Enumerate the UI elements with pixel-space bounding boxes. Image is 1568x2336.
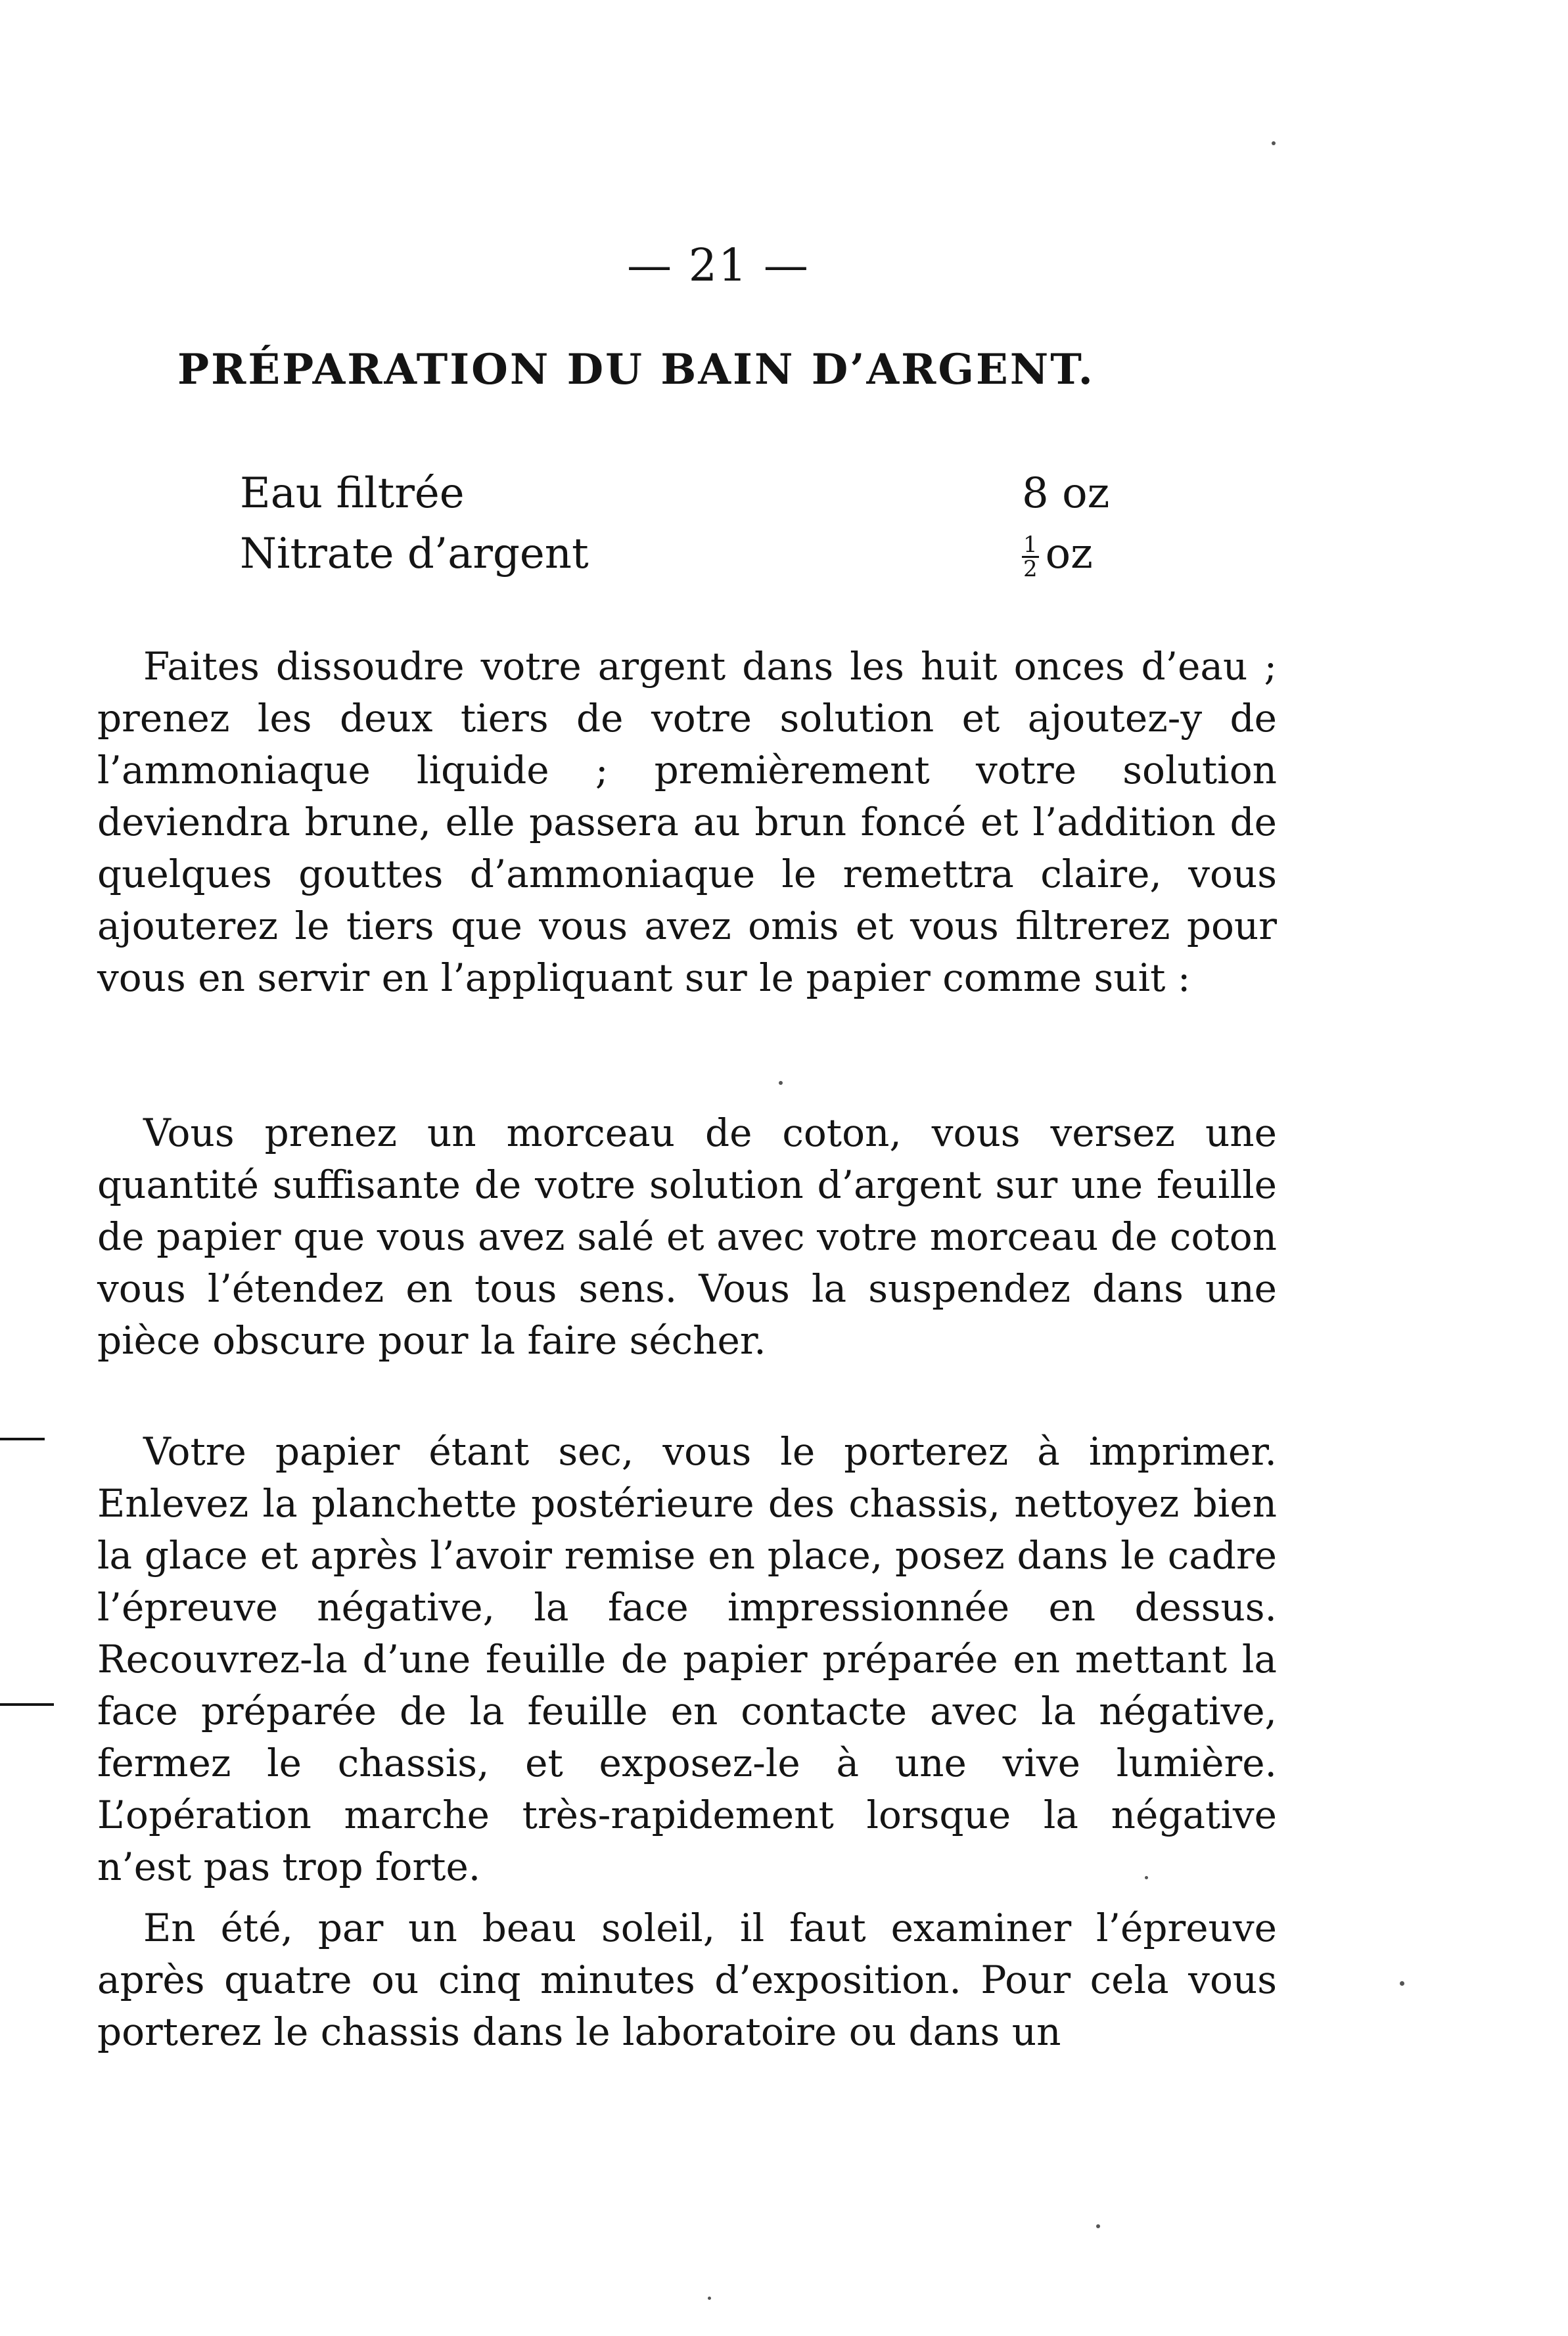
paragraph	[97, 1426, 1277, 1893]
paragraph-text: Faites dissoudre votre argent dans les huit onces d’eau ; prenez les deux tiers de votre solution et ajoutez-y de l’ammoniaque liquide ; premièrement votre solution deviendra brune, elle passera au brun foncé et l’addition de quelques gouttes d’ammoniaque le remettra claire, vous ajouterez le tiers que vous avez omis et vous filtrerez pour vous en servir en l’appliquant sur le papier comme suit :	[97, 644, 1277, 1000]
margin-mark	[0, 1438, 45, 1440]
recipe-table	[240, 463, 1120, 584]
recipe-ingredient: Nitrate d’argent	[240, 530, 589, 578]
fraction-numerator: 1	[1023, 532, 1038, 558]
paragraph	[97, 641, 1277, 1004]
paragraph-text: En été, par un beau soleil, il faut examiner l’épreuve après quatre ou cinq minutes d’exposition. Pour cela vous porterez le chassis dans le laboratoire ou dans un	[97, 1906, 1277, 2054]
recipe-ingredient: Eau filtrée	[240, 469, 465, 518]
paragraph	[97, 1902, 1277, 2058]
paragraph	[97, 1107, 1277, 1367]
recipe-quantity: 8 oz	[1022, 469, 1110, 518]
margin-mark	[0, 1703, 54, 1706]
paper-speck	[779, 1081, 783, 1085]
paragraph-text: Votre papier étant sec, vous le porterez à imprimer. Enlevez la planchette postérieure des chassis, nettoyez bien la glace et après l’avoir remise en place, posez dans le cadre l’épreuve négative, la face impressionnée en dessus. Recouvrez-la d’une feuille de papier préparée en mettant la face préparée de la feuille en contacte avec la négative, fermez le chassis, et exposez-le à une vive lumière. L’opération marche très-rapidement lorsque la négative n’est pas trop forte.	[97, 1429, 1277, 1889]
paper-speck	[1400, 1981, 1404, 1986]
paper-speck	[1145, 1876, 1148, 1879]
paper-speck	[1272, 141, 1276, 145]
paper-speck	[1096, 2224, 1100, 2228]
recipe-row	[240, 524, 1120, 584]
page-number: — 21 —	[627, 240, 810, 292]
quantity-unit: oz	[1045, 530, 1093, 578]
fraction	[1022, 534, 1039, 580]
paragraph-text: Vous prenez un morceau de coton, vous versez une quantité suffisante de votre solution d’argent sur une feuille de papier que vous avez salé et avec votre morceau de coton vous l’étendez en tous sens. Vous la suspendez dans une pièce obscure pour la faire sécher.	[97, 1111, 1277, 1363]
recipe-quantity	[1022, 524, 1120, 584]
fraction-denominator: 2	[1023, 556, 1038, 582]
paper-speck	[708, 2297, 711, 2300]
section-title: PRÉPARATION DU BAIN D’ARGENT.	[177, 345, 1095, 394]
recipe-row	[240, 463, 1120, 524]
